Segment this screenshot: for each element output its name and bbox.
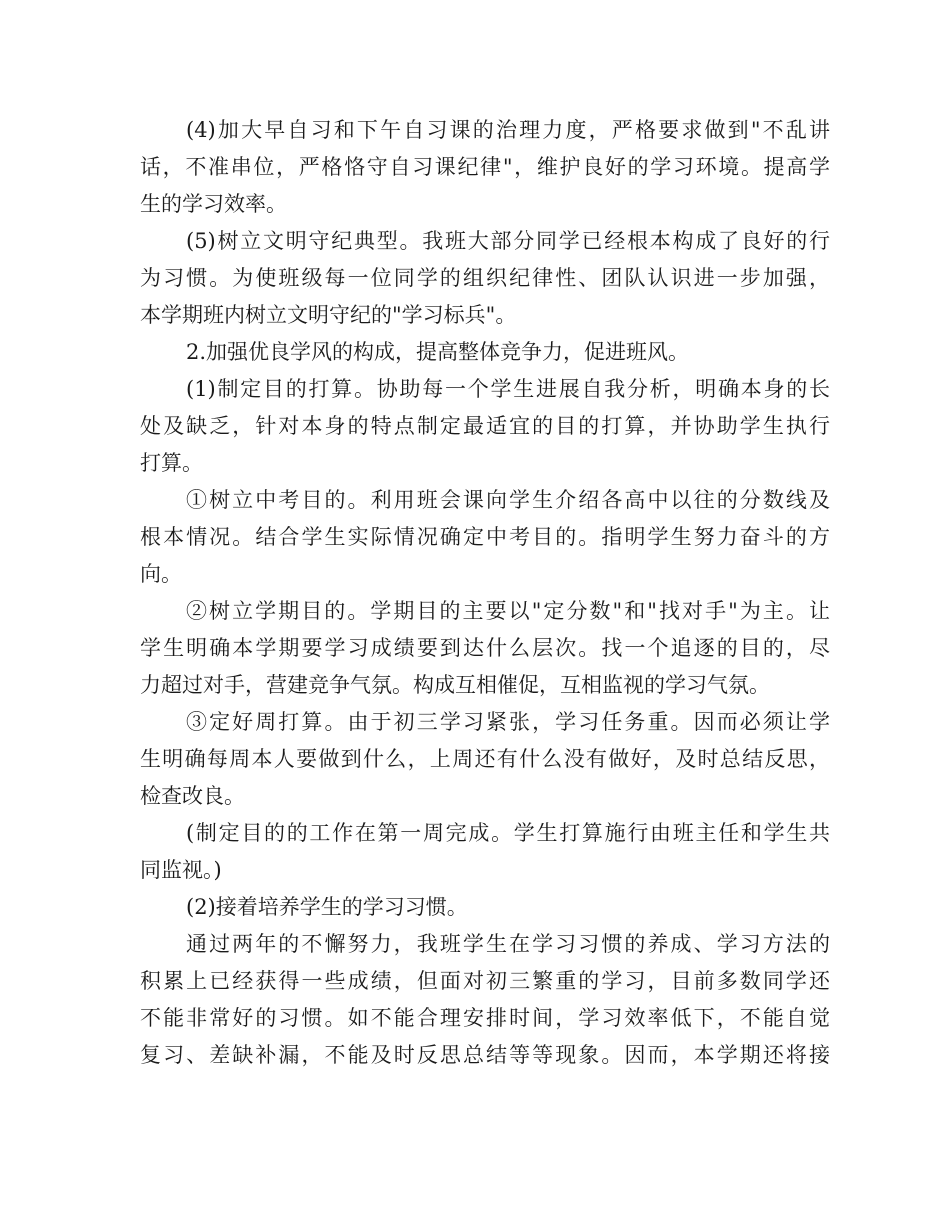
text-line: 力超过对手，营建竞争气氛。构成互相催促，互相监视的学习气氛。: [140, 673, 770, 697]
text-line: 为习惯。为使班级每一位同学的组织纪律性、团队认识进一步加强，: [140, 266, 830, 290]
text-line: ③定好周打算。由于初三学习紧张，学习任务重。因而必须让学: [186, 710, 830, 734]
text-line: 处及缺乏，针对本身的特点制定最适宜的目的打算，并协助学生执行: [140, 414, 830, 438]
text-line: 学生明确本学期要学习成绩要到达什么层次。找一个追逐的目的，尽: [140, 636, 830, 660]
text-line: (1)制定目的打算。协助每一个学生进展自我分析，明确本身的长: [186, 377, 830, 401]
text-line: ①树立中考目的。利用班会课向学生介绍各高中以往的分数线及: [186, 488, 830, 512]
text-line: 本学期班内树立文明守纪的"学习标兵"。: [140, 303, 517, 327]
text-line: 话，不准串位，严格恪守自习课纪律"，维护良好的学习环境。提高学: [140, 155, 830, 179]
text-line: 不能非常好的习惯。如不能合理安排时间，学习效率低下，不能自觉: [140, 1006, 830, 1030]
text-line: 复习、差缺补漏，不能及时反思总结等等现象。因而，本学期还将接: [140, 1043, 830, 1067]
text-line: 检查改良。: [140, 784, 245, 808]
text-line: 积累上已经获得一些成绩，但面对初三繁重的学习，目前多数同学还: [140, 969, 830, 993]
text-line: 通过两年的不懈努力，我班学生在学习习惯的养成、学习方法的: [186, 932, 830, 956]
text-line: (5)树立文明守纪典型。我班大部分同学已经根本构成了良好的行: [186, 229, 830, 253]
text-line: (2)接着培养学生的学习习惯。: [186, 895, 468, 919]
text-line: 2.加强优良学风的构成，提高整体竞争力，促进班风。: [186, 340, 690, 364]
text-line: 根本情况。结合学生实际情况确定中考目的。指明学生努力奋斗的方: [140, 525, 830, 549]
text-line: 生的学习效率。: [140, 192, 287, 216]
document-page: [140, 112, 830, 1074]
text-line: 同监视。): [140, 858, 222, 882]
text-line: ②树立学期目的。学期目的主要以"定分数"和"找对手"为主。让: [186, 599, 830, 623]
text-line: 生明确每周本人要做到什么，上周还有什么没有做好，及时总结反思，: [140, 747, 830, 771]
text-line: 打算。: [140, 451, 203, 475]
text-line: (制定目的的工作在第一周完成。学生打算施行由班主任和学生共: [186, 821, 830, 845]
text-line: 向。: [140, 562, 182, 586]
text-line: (4)加大早自习和下午自习课的治理力度，严格要求做到"不乱讲: [186, 118, 830, 142]
